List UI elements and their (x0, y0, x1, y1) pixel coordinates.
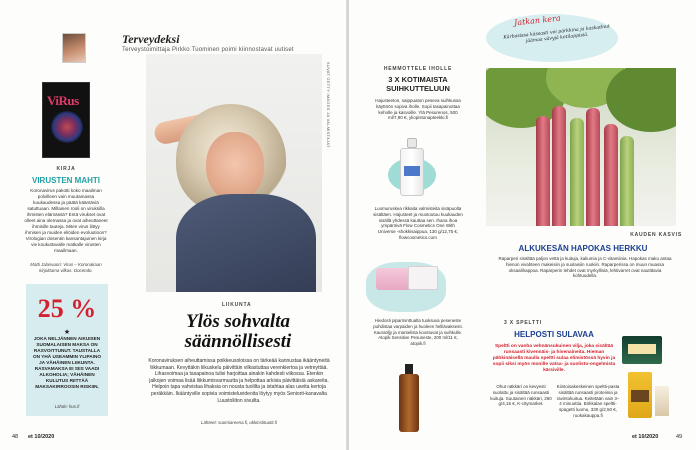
stat-text: JOKA NELJÄNNEN AIKUISEN SUOMALAISEN MAKSA ON RASVOITTUNUT. TAUSTALLA ON YHÄ USEAMMIN YLIPAINO JA VÄHÄINEN LIIKUNTA. RASVAMAKSA EI SIIS VAADI ALKOHOLIA; VÄHÄINEN KULUTUS RIITTÄÄ MAKSAKIRROOSIN RISKIIN. (33, 336, 101, 389)
spelt-box-image (655, 386, 669, 416)
stat-source: Lähde: hus.fi (54, 404, 80, 409)
photo-face (206, 132, 264, 202)
book-cover-image (42, 82, 90, 158)
rhubarb-stalk (536, 116, 550, 226)
script-text: Kärbasissa kässasti voi pärkkina ja kaskadnut jäämaa vävyjä kotilappisiä. (503, 24, 611, 44)
products-category: HEMMOTTELE IHOLLE (383, 66, 453, 72)
rhubarb-stalk (570, 118, 584, 226)
article-title-line1: Ylös sohvalta (186, 311, 290, 332)
exercise-photo (146, 54, 322, 292)
bottle-pump (405, 364, 413, 374)
stat-value: 25 % (37, 294, 97, 323)
box-label (628, 344, 656, 354)
script-title: Jatkan kera (513, 13, 562, 28)
spelt-crispbread-image (622, 336, 662, 364)
book-cover-title: ViRus (47, 93, 79, 108)
stat-panel (26, 284, 108, 416)
star-icon: ★ (63, 329, 71, 336)
rhubarb-category: KAUDEN KASVIS (630, 232, 682, 238)
book-headline: VIRUSTEN MAHTI (32, 176, 100, 185)
products-headline: 3 X KOTIMAISTA SUIHKUTTELUUN (386, 75, 450, 93)
spelt-item-2: Kiintoisakeskeinen speltti-pasta sisältää runsaasti proteiinia ja ravintokuitua. Keitetään vain 3–4 minuuttia. Birkkalan speltti-spagetti luomu, 330 g/2,50 €, ruokakauppa.fi (556, 384, 620, 418)
rhubarb-stalk (604, 124, 618, 226)
article-category: LIIKUNTA (222, 302, 252, 308)
product-3-text: Hiedosti piparminttualta tuoksuva peseneste puhdistaa varpaiden ja huoleen helliävaksesti. Kauraöljy ja mantelista koostuvat ja suihkulle. Atopik Sensitive Pesuneste, 200 ml/11 €, atopik.fi (373, 318, 463, 347)
spelt-category: 3 X SPELTTI (504, 320, 542, 326)
photo-body (176, 194, 316, 292)
article-title (140, 312, 336, 352)
rhubarb-stalk (620, 136, 634, 226)
article-title-line2: säännöllisesti (184, 331, 292, 352)
author-avatar (62, 33, 86, 63)
rhubarb-body: Raparperi sisältää paljon vettä ja kuituja, kaliumia ja C-vitamiinia. Hapokas maku antaa hienon vivahteen makeisiin ja suolaisiin ruokiin. Raparperissa on muun muassa oksaalihappoa. Raparperin lehdet ovat myrkyllisiä, lehtivarret ovat nautittavia kohtuudella. (498, 256, 672, 279)
section-title: Terveydeksi (122, 32, 180, 46)
article-body: Koronaviruksen aiheuttamissa poikkeusoloissa on tärkeää kannustaa ikääntyneitä liikkumaan. Kevyttäkin liikuskelu päivittäin vilkastuttaa verenkiertoa ja vetreyttää. Lihasvoimaa ja tasapainoa tulisi harjoittaa ainakin kahdesti viikossa. Etenkin jalkojen voimaa lisää liikkumisvarmuutta ja helpottaa arkisia päivittäisiä askareita. Helpoin tapa vahvistaa lihaksia on nousta tuolilta ja istahtaa alas useita kertoja peräkkäin. Ikääntyville sopivia voimisteluvideoita löytyy myös Seniorit-kanavalta Luustoliiton sivuilta. (148, 358, 330, 404)
rhubarb-headline: ALKUKESÄN HAPOKAS HERKKU (518, 244, 648, 253)
left-page (0, 0, 347, 450)
article-source: Lähteet: suomiareena.fi, ukkinstituutti.fi (201, 420, 277, 425)
pasta-label (631, 390, 649, 402)
book-body: Koronavirus pakotti koko maailman polvilleen vain muutamassa kuukaudessa ja päätä kääntäviä satuttuaan. Millainen rooli on viruksilla ihmisten elämässä? Entä virukset ovat olleet aina olemassa ja ovat aiheuttaneet ihmisille tauteja. Miten virus liittyy ihmisen ja muiden eliöiden evoluutioon? Virologian dosentin kansantajuinen kirja vie koukuttavalle matkalle virusten maailmaan. (24, 188, 108, 253)
rhubarb-stalk (586, 108, 600, 226)
rhubarb-photo (486, 68, 676, 226)
product-2-text: Luomuruskea rikkaita valmisteita sisäpuolta sisältäen. Hajusteet ja muotoutuu kuukauden sisällä yhdessä kauttaa sen. Ihana ihoa ympäröivä Flow Cosmetics One With Universe -shokkisaippua, 130 g/12,75 €, flowcosmetics.com (373, 206, 463, 240)
magazine-issue-left: et 10/2020 (28, 434, 55, 440)
section-subtitle: Terveystoimittaja Pirkko Tuominen poimi kiinnostavat uutiset (122, 47, 294, 53)
spelt-headline: HELPOSTI SULAVAA (514, 330, 594, 339)
magazine-issue-right: et 10/2020 (632, 434, 659, 440)
book-source: Matti Jalasvuori: Virus – Koronakaan kirjoittama vilkas. Docendo. (30, 262, 102, 273)
rhubarb-leaf (606, 68, 676, 132)
book-category: KIRJA (56, 166, 76, 172)
bottle-cap (407, 138, 417, 148)
product-3-image (398, 364, 420, 432)
rhubarb-stalk (552, 106, 566, 226)
page-number-left: 48 (12, 434, 19, 440)
virus-illustration-icon (51, 111, 83, 143)
product-1-image (398, 138, 426, 198)
spelt-item-1: Ohut näkkäri on kevyesti suolattu ja sisältää runsaasti kuituja. Suutainen näkkäri, 260 g/4,15 €, K-citymarket. (490, 384, 552, 407)
spelt-lead: Speltti on vanha vehnänsukuinen vilja, joka sisältää runsaasti kivennäis- ja hivenaineita. Hieman pähkinäisellä maulla speltti sulaa elimistössä hyvin ja sopii siksi myös monille vatsa- ja suolisto-ongelmista kärsiville. (492, 344, 616, 373)
product-2-box-image (408, 266, 438, 290)
bottle-label (404, 166, 420, 176)
page-number-right: 49 (676, 434, 683, 440)
spelt-pasta-image (628, 372, 652, 418)
product-1-text: Hajusteeton, saippuaton peseva suihkussa käyttöön sopiva iholle. Sopii tasapainottaa keholle ja kasvoille. Ylä Pesurenos, 500 ml/7,90 €, yliopistonapteekki.fi (375, 98, 461, 121)
bottle-body (399, 374, 419, 432)
photo-credit: KUVAT GETTY IMAGES JA VALMISTAJAT (326, 62, 330, 148)
